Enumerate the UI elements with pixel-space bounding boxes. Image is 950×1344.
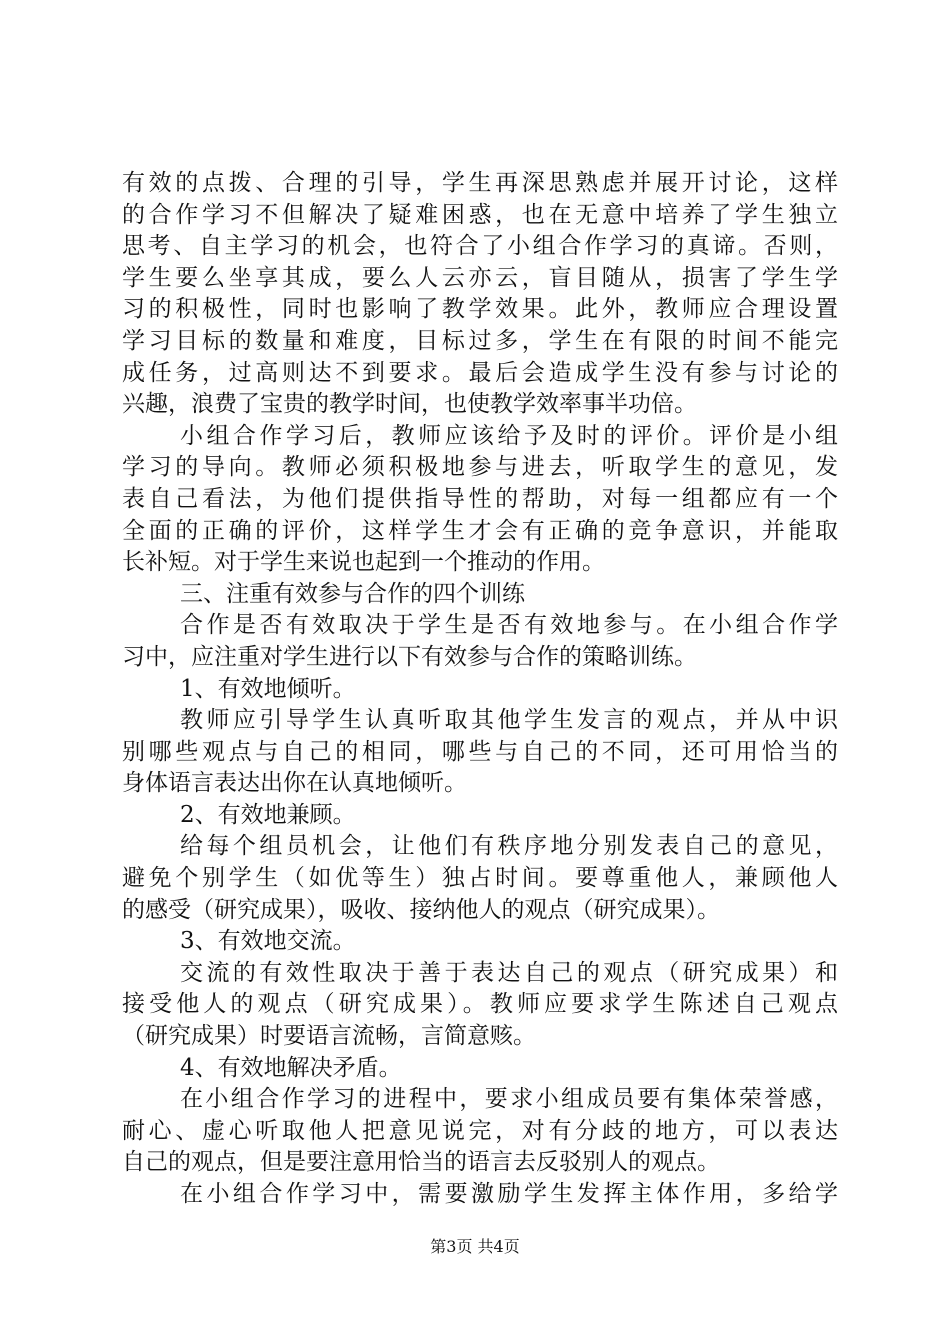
text-line: 表自己看法，为他们提供指导性的帮助，对每一组都应有一个 [122, 485, 838, 512]
text-line: 身体语言表达出你在认真地倾听。 [122, 770, 467, 797]
text-line: 自己的观点，但是要注意用恰当的语言去反驳别人的观点。 [122, 1149, 720, 1176]
subheading: 3、有效地交流。 [180, 928, 356, 955]
paragraph-first-line: 合作是否有效取决于学生是否有效地参与。在小组合作学 [180, 612, 838, 639]
text-line: 有效的点拨、合理的引导，学生再深思熟虑并展开讨论，这样 [122, 170, 838, 196]
paragraph-first-line: 在小组合作学习中，需要激励学生发挥主体作用，多给学 [180, 1181, 838, 1207]
text-line: 的合作学习不但解决了疑难困惑，也在无意中培养了学生独立 [122, 201, 838, 228]
document-body [122, 168, 838, 1211]
text-line: 长补短。对于学生来说也起到一个推动的作用。 [122, 549, 605, 576]
subheading: 2、有效地兼顾。 [180, 801, 356, 828]
page-number-footer: 第3页 共4页 [430, 1237, 520, 1256]
text-line: 思考、自主学习的机会，也符合了小组合作学习的真谛。否则， [122, 233, 838, 260]
text-line: 学习的导向。教师必须积极地参与进去，听取学生的意见，发 [122, 454, 838, 481]
text-line: 别哪些观点与自己的相同，哪些与自己的不同，还可用恰当的 [122, 738, 838, 765]
text-line: 全面的正确的评价，这样学生才会有正确的竞争意识，并能取 [122, 517, 838, 544]
text-line: 习的积极性，同时也影响了教学效果。此外，教师应合理设置 [122, 296, 838, 323]
text-line: 成任务，过高则达不到要求。最后会造成学生没有参与讨论的 [122, 359, 838, 386]
text-line: 学习目标的数量和难度，目标过多，学生在有限的时间不能完 [122, 327, 838, 354]
paragraph-first-line: 交流的有效性取决于善于表达自己的观点（研究成果）和 [180, 959, 838, 986]
subheading: 1、有效地倾听。 [180, 675, 356, 702]
text-line: 避免个别学生（如优等生）独占时间。要尊重他人，兼顾他人 [122, 865, 838, 892]
paragraph-first-line: 小组合作学习后，教师应该给予及时的评价。评价是小组 [180, 422, 838, 449]
subheading: 4、有效地解决矛盾。 [180, 1054, 402, 1081]
paragraph-first-line: 在小组合作学习的进程中，要求小组成员要有集体荣誉感， [180, 1086, 838, 1113]
text-line: 耐心、虚心听取他人把意见说完，对有分歧的地方，可以表达 [122, 1117, 838, 1144]
text-line: （研究成果）时要语言流畅，言简意赅。 [122, 1023, 536, 1050]
text-line: 接受他人的观点（研究成果）。教师应要求学生陈述自己观点 [122, 991, 838, 1018]
paragraph-first-line: 教师应引导学生认真听取其他学生发言的观点，并从中识 [180, 707, 838, 734]
section-heading: 三、注重有效参与合作的四个训练 [180, 580, 525, 607]
text-line: 习中，应注重对学生进行以下有效参与合作的策略训练。 [122, 643, 697, 670]
paragraph-first-line: 给每个组员机会，让他们有秩序地分别发表自己的意见， [180, 833, 838, 860]
text-line: 学生要么坐享其成，要么人云亦云，盲目随从，损害了学生学 [122, 264, 838, 291]
text-line: 兴趣，浪费了宝贵的教学时间，也使教学效率事半功倍。 [122, 391, 697, 418]
text-line: 的感受（研究成果），吸收、接纳他人的观点（研究成果）。 [122, 896, 720, 923]
